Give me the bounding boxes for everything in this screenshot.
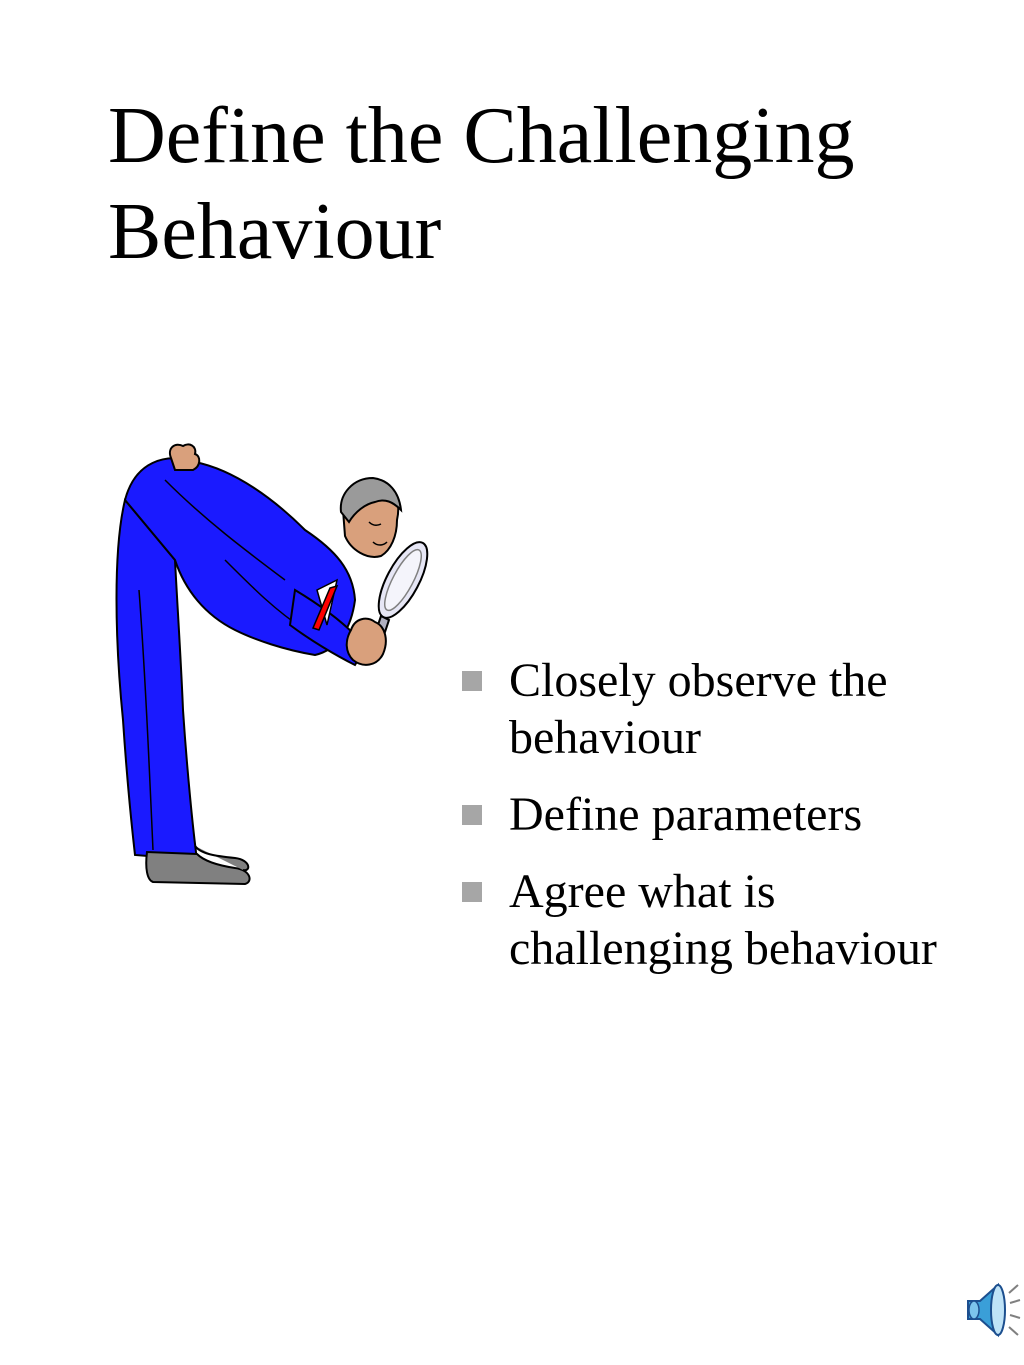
bullet-text: Closely observe the behaviour <box>509 654 888 764</box>
list-item <box>460 652 980 766</box>
square-bullet-icon <box>462 671 482 691</box>
bullet-text: Agree what is challenging behaviour <box>509 865 937 975</box>
slide-title: Define the Challenging Behaviour <box>108 92 855 276</box>
list-item <box>460 863 980 977</box>
bullet-list <box>460 652 980 997</box>
square-bullet-icon <box>462 882 482 902</box>
list-item <box>460 786 980 843</box>
square-bullet-icon <box>462 805 482 825</box>
bullet-text: Define parameters <box>509 788 863 841</box>
speaker-icon[interactable] <box>960 1275 1022 1345</box>
man-with-magnifying-glass-icon <box>105 440 435 900</box>
